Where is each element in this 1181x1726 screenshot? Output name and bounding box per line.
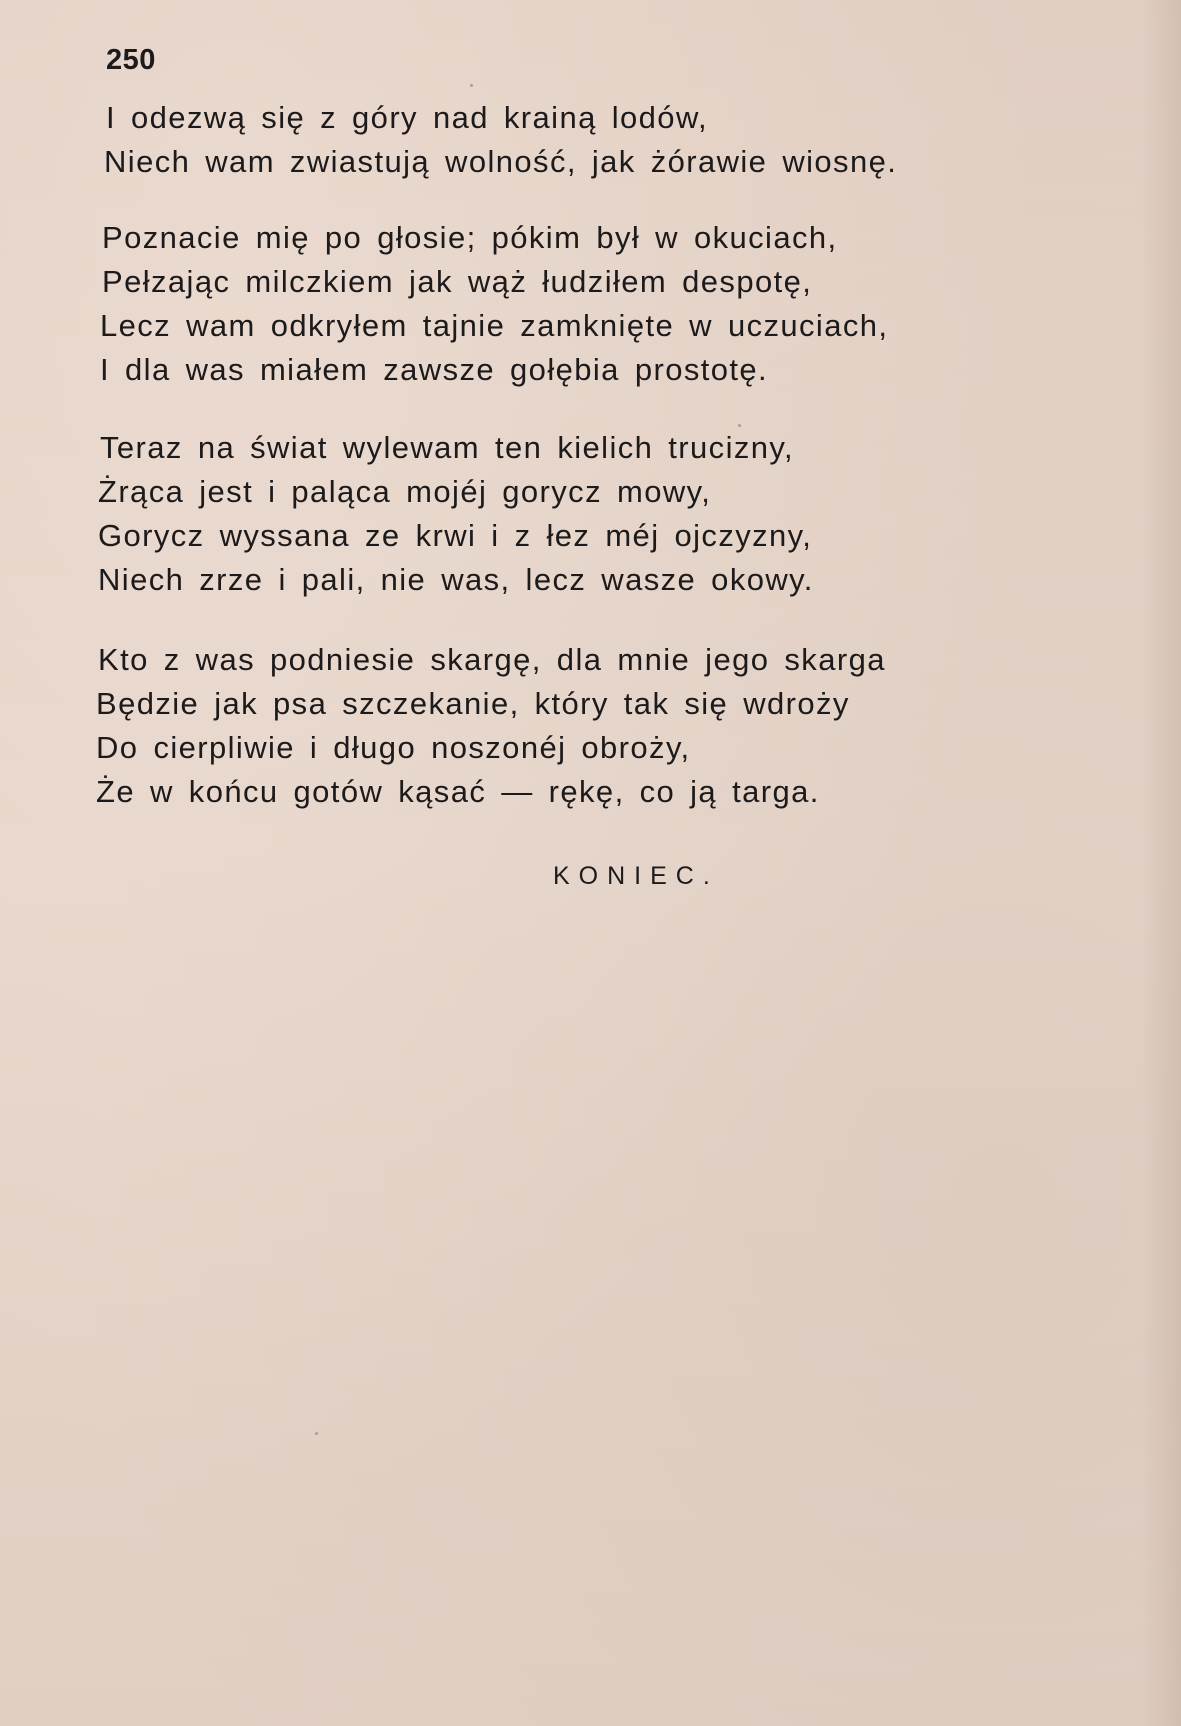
verse-line: Poznacie mię po głosie; pókim był w okuciach, <box>102 220 838 255</box>
end-mark: KONIEC. <box>553 862 719 890</box>
verse-line: Pełzając milczkiem jak wąż łudziłem despotę, <box>102 264 813 299</box>
page-edge-shadow <box>1141 0 1181 1726</box>
verse-line: Gorycz wyssana ze krwi i z łez méj ojczyzny, <box>98 518 813 553</box>
page-number: 250 <box>106 44 156 76</box>
paper-speck <box>315 1432 318 1435</box>
verse-line: Będzie jak psa szczekanie, który tak się wdroży <box>96 686 850 721</box>
verse-line: Żrąca jest i paląca mojéj gorycz mowy, <box>98 474 712 509</box>
verse-line: Lecz wam odkryłem tajnie zamknięte w uczuciach, <box>100 308 889 343</box>
verse-line: Że w końcu gotów kąsać — rękę, co ją targa. <box>96 774 820 809</box>
verse-line: Niech wam zwiastują wolność, jak żórawie wiosnę. <box>104 144 898 179</box>
verse-line: Niech zrze i pali, nie was, lecz wasze okowy. <box>98 562 814 597</box>
verse-line: Teraz na świat wylewam ten kielich trucizny, <box>100 430 795 465</box>
verse-line: Kto z was podniesie skargę, dla mnie jego skarga <box>98 642 886 677</box>
paper-speck <box>738 424 741 427</box>
paper-speck <box>470 84 473 87</box>
verse-line: Do cierpliwie i długo noszonéj obroży, <box>96 730 691 765</box>
verse-line: I odezwą się z góry nad krainą lodów, <box>106 100 709 135</box>
verse-line: I dla was miałem zawsze gołębia prostotę. <box>100 352 769 387</box>
